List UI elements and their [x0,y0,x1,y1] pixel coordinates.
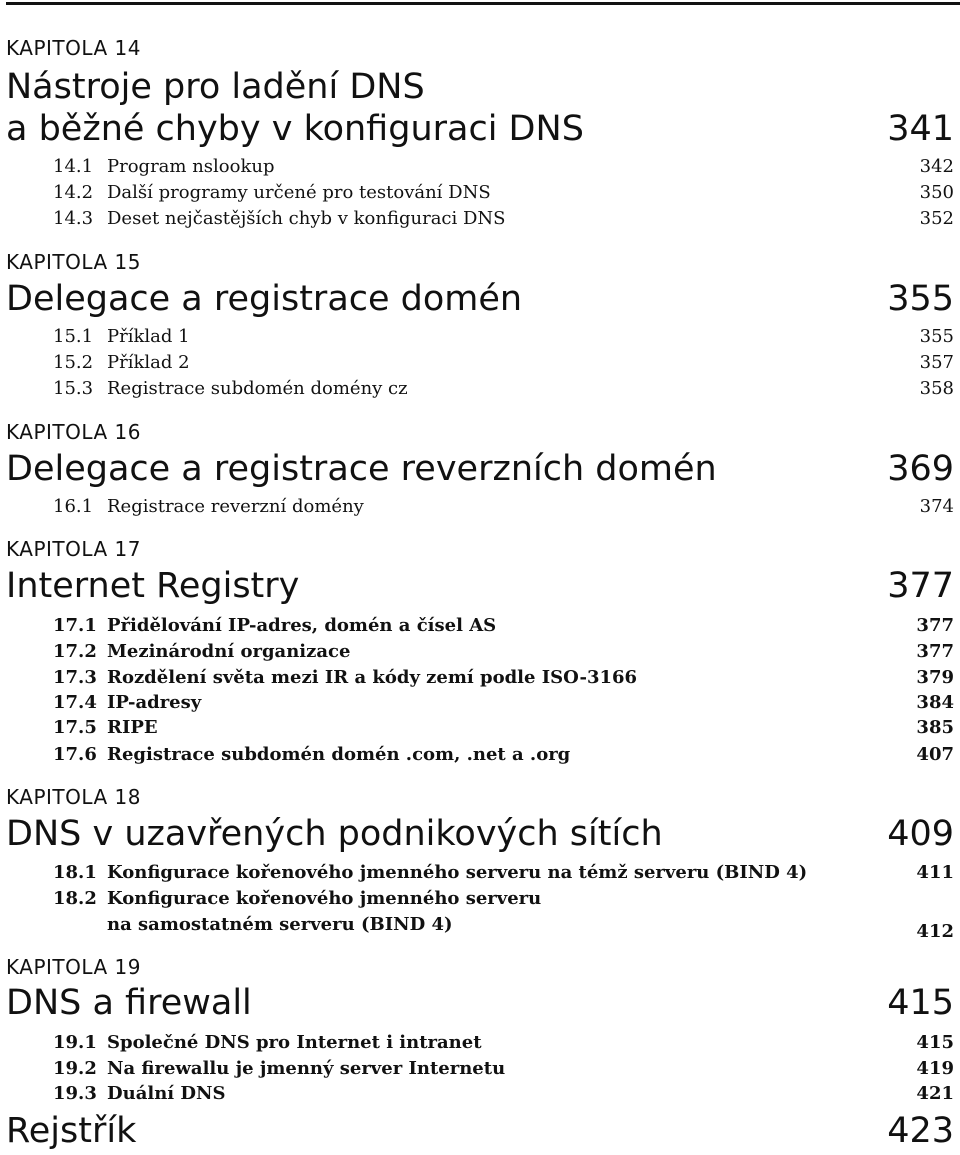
chapter-title-row [6,813,954,855]
chapter-label: KAPITOLA 18 [6,785,141,809]
section-row [53,1082,954,1106]
section-number: 19.1 [53,1032,97,1053]
chapter-page: 415 [887,983,954,1023]
section-row [53,640,954,664]
section-title: RIPE [107,717,158,738]
section-title: na samostatném serveru (BIND 4) [107,914,453,935]
section-title: Konfigurace kořenového jmenného serveru na témž serveru (BIND 4) [107,862,808,883]
chapter-label: KAPITOLA 16 [6,420,141,444]
chapter-title: DNS a firewall [6,983,252,1023]
section-page: 407 [916,744,954,765]
section-page: 411 [916,862,954,883]
section-number: 15.1 [53,326,94,347]
section-row [53,716,954,740]
section-row [53,691,954,715]
section-page: 377 [916,641,954,662]
section-row [53,614,954,638]
section-title: Registrace subdomén domén .com, .net a .org [107,744,571,765]
section-row [53,887,954,911]
section-title: IP-adresy [107,692,202,713]
chapter-label: KAPITOLA 17 [6,537,141,561]
section-row [53,743,954,767]
section-title: Registrace subdomén domény cz [107,378,408,399]
chapter-title-row [6,448,954,490]
section-number: 17.1 [53,615,97,636]
section-number: 18.2 [53,888,97,909]
section-row [53,495,954,519]
section-number: 19.3 [53,1083,97,1104]
section-number: 16.1 [53,496,94,517]
section-title: Program nslookup [107,156,275,177]
section-page: 385 [916,717,954,738]
section-row [53,1031,954,1055]
section-title: Konfigurace kořenového jmenného serveru [107,888,542,909]
chapter-title: Nástroje pro ladění DNS [6,67,425,107]
section-number: 17.2 [53,641,97,662]
section-page: 384 [916,692,954,713]
chapter-title: Internet Registry [6,566,300,606]
section-number: 17.3 [53,667,97,688]
section-title: Registrace reverzní domény [107,496,364,517]
section-row [53,207,954,231]
section-page: 412 [916,921,954,942]
section-number: 15.2 [53,352,94,373]
section-title: Přidělování IP-adres, domén a čísel AS [107,615,497,636]
section-page: 419 [916,1058,954,1079]
section-page: 355 [919,326,954,347]
section-page: 358 [919,378,954,399]
section-page: 421 [916,1083,954,1104]
section-title: Rozdělení světa mezi IR a kódy zemí podle ISO-3166 [107,667,638,688]
chapter-title: Delegace a registrace domén [6,279,523,319]
section-number: 14.2 [53,182,94,203]
section-title: Příklad 1 [107,326,190,347]
index-row [6,1110,954,1152]
chapter-page: 341 [887,109,954,149]
chapter-label: KAPITOLA 15 [6,250,141,274]
section-row [53,351,954,375]
index-page: 423 [887,1111,954,1151]
section-number: 14.1 [53,156,94,177]
section-number: 18.1 [53,862,97,883]
section-title: Mezinárodní organizace [107,641,351,662]
section-row [53,1057,954,1081]
section-page: 352 [919,208,954,229]
section-title: Duální DNS [107,1083,226,1104]
section-page: 357 [919,352,954,373]
index-title: Rejstřík [6,1111,137,1151]
chapter-title-row [6,565,954,607]
section-row [53,913,954,944]
section-row [53,666,954,690]
chapter-page: 355 [887,279,954,319]
section-row [53,155,954,179]
section-number: 15.3 [53,378,94,399]
section-title: Další programy určené pro testování DNS [107,182,491,203]
chapter-title: Delegace a registrace reverzních domén [6,449,717,489]
section-page: 350 [919,182,954,203]
section-page: 374 [919,496,954,517]
chapter-label: KAPITOLA 14 [6,36,141,60]
section-number: 14.3 [53,208,94,229]
chapter-page: 409 [887,814,954,854]
section-title: Deset nejčastějších chyb v konfiguraci DNS [107,208,506,229]
chapter-title: a běžné chyby v konfiguraci DNS [6,109,584,149]
section-page: 415 [916,1032,954,1053]
section-number: 17.4 [53,692,97,713]
chapter-page: 369 [887,449,954,489]
section-number: 17.5 [53,717,97,738]
chapter-page: 377 [887,566,954,606]
section-title: Na firewallu je jmenný server Internetu [107,1058,506,1079]
top-rule [6,2,960,5]
section-row [53,325,954,349]
section-page: 379 [916,667,954,688]
section-row [53,181,954,205]
chapter-title-row [6,982,954,1024]
section-number: 19.2 [53,1058,97,1079]
section-row [53,861,954,885]
section-row [53,377,954,401]
section-page: 377 [916,615,954,636]
chapter-title: DNS v uzavřených podnikových sítích [6,814,663,854]
section-number: 17.6 [53,744,97,765]
section-title: Společné DNS pro Internet i intranet [107,1032,482,1053]
section-title: Příklad 2 [107,352,190,373]
chapter-title-row [6,108,954,150]
chapter-label: KAPITOLA 19 [6,955,141,979]
chapter-title-row [6,278,954,320]
section-page: 342 [919,156,954,177]
